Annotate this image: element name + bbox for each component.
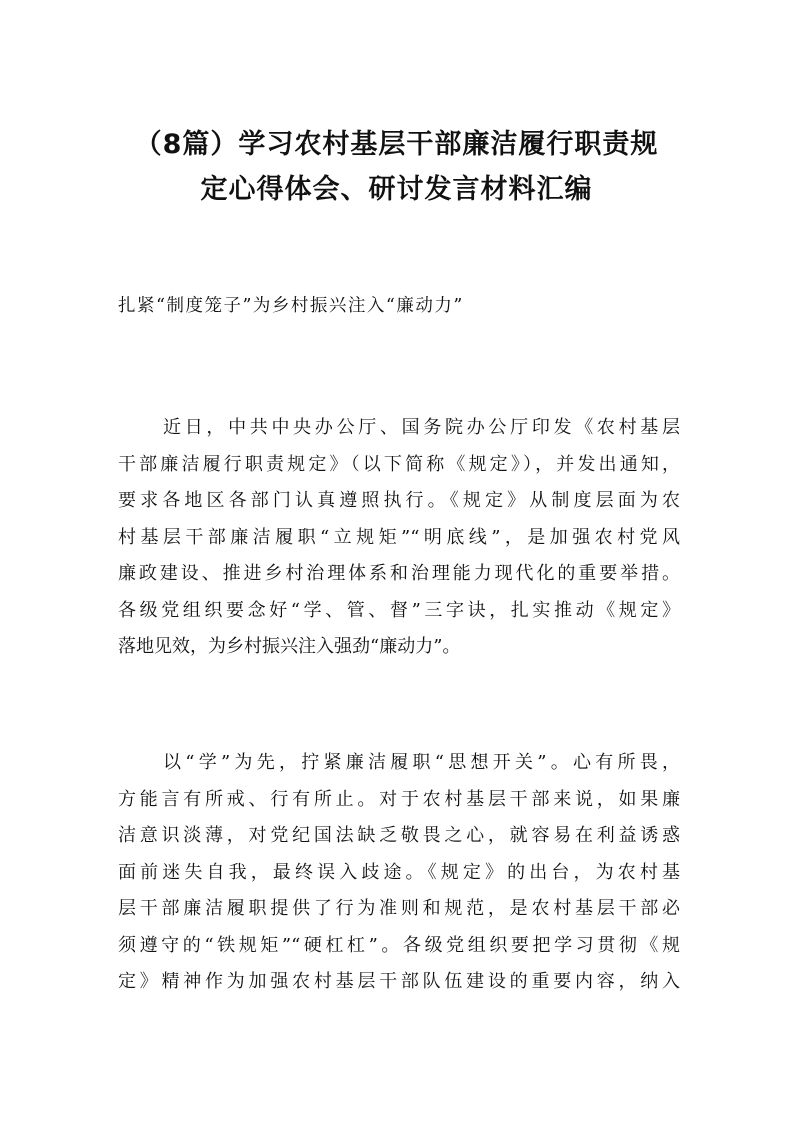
paragraph-line: 以“学”为先，拧紧廉洁履职“思想开关”。心有所畏，	[163, 752, 680, 773]
title-line: 定心得体会、研讨发言材料汇编	[200, 174, 593, 205]
paragraph-line: 各级党组织要念好“学、管、督”三字诀，扎实推动《规定》	[118, 599, 680, 621]
document-title	[90, 122, 703, 212]
paragraph-line: 洁意识淡薄，对党纪国法缺乏敬畏之心，就容易在利益诱惑	[118, 825, 680, 846]
paragraph-line: 须遵守的“铁规矩”“硬杠杠”。各级党组织要把学习贯彻《规	[118, 934, 680, 956]
paragraph-line: 落地见效，为乡村振兴注入强劲“廉动力”。	[118, 636, 461, 657]
paragraph-line: 村基层干部廉洁履职“立规矩”“明底线”，是加强农村党风	[118, 526, 680, 548]
paragraph-line: 近日，中共中央办公厅、国务院办公厅印发《农村基层	[163, 417, 680, 438]
section-subtitle: 扎紧“制度笼子”为乡村振兴注入“廉动力”	[118, 296, 464, 316]
paragraph-line: 干部廉洁履行职责规定》（以下简称《规定》），并发出通知，	[118, 453, 680, 475]
paragraph-line: 要求各地区各部门认真遵照执行。《规定》从制度层面为农	[118, 490, 680, 511]
body-paragraph	[118, 745, 680, 1001]
paragraph-line: 层干部廉洁履职提供了行为准则和规范，是农村基层干部必	[118, 898, 680, 919]
paragraph-line: 定》精神作为加强农村基层干部队伍建设的重要内容，纳入	[118, 971, 680, 992]
title-line: （8篇）学习农村基层干部廉洁履行职责规	[134, 129, 659, 160]
paragraph-line: 面前迷失自我，最终误入歧途。《规定》的出台，为农村基	[118, 861, 680, 883]
body-paragraph	[118, 410, 680, 666]
paragraph-line: 方能言有所戒、行有所止。对于农村基层干部来说，如果廉	[118, 788, 680, 810]
paragraph-line: 廉政建设、推进乡村治理体系和治理能力现代化的重要举措。	[118, 563, 680, 584]
